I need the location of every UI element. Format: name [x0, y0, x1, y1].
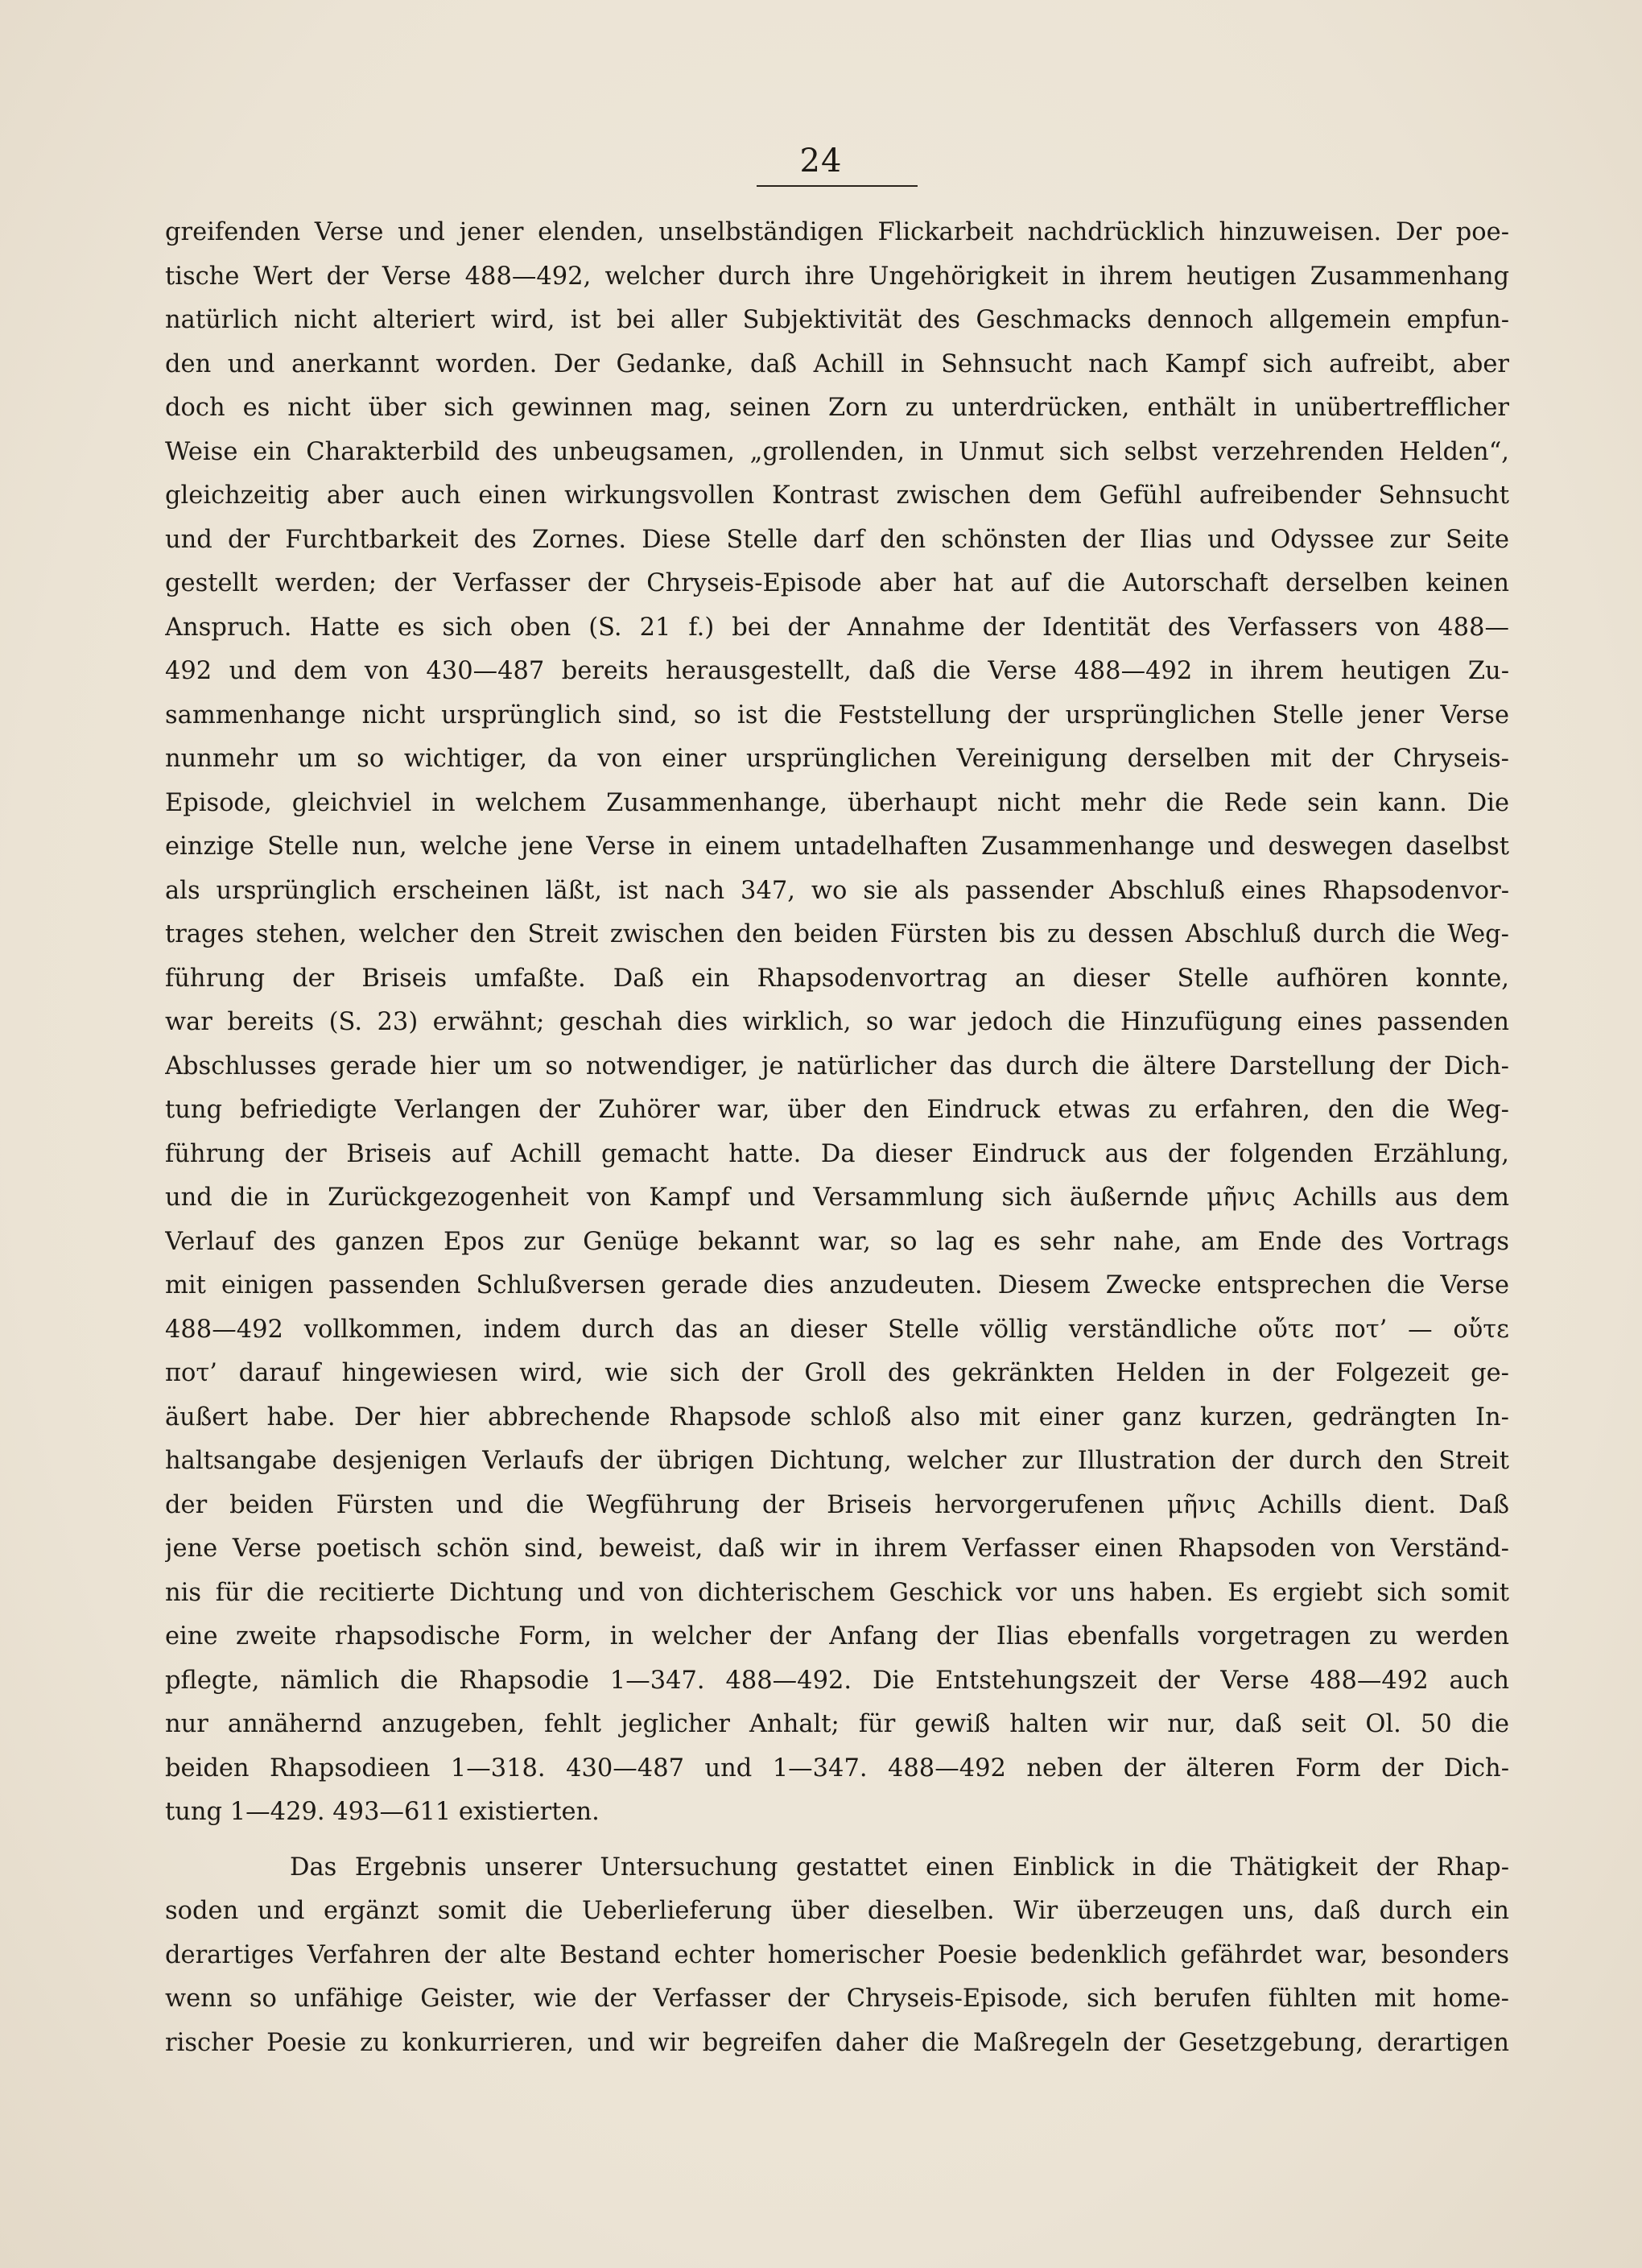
text-line: als ursprünglich erscheinen läßt, ist nach 347, wo sie als passender Abschluß eines Rhapsodenvor-	[165, 876, 1509, 905]
text-line: den und anerkannt worden. Der Gedanke, daß Achill in Sehnsucht nach Kampf sich aufreibt, aber	[165, 349, 1509, 378]
text-line: tische Wert der Verse 488—492, welcher durch ihre Ungehörigkeit in ihrem heutigen Zusammenhang	[165, 262, 1509, 291]
text-line: äußert habe. Der hier abbrechende Rhapsode schloß also mit einer ganz kurzen, gedrängten In-	[165, 1403, 1509, 1431]
text-line: greifenden Verse und jener elenden, unselbständigen Flickarbeit nachdrücklich hinzuweisen. Der poe-	[165, 218, 1509, 246]
header-rule	[757, 185, 918, 187]
text-line: jene Verse poetisch schön sind, beweist, daß wir in ihrem Verfasser einen Rhapsoden von Verständ-	[165, 1535, 1509, 1563]
text-line: ποτ’ darauf hingewiesen wird, wie sich der Groll des gekränkten Helden in der Folgezeit ge-	[165, 1359, 1509, 1387]
text-line: beiden Rhapsodieen 1—318. 430—487 und 1—347. 488—492 neben der älteren Form der Dich-	[165, 1754, 1509, 1783]
text-line: gestellt werden; der Verfasser der Chryseis-Episode aber hat auf die Autorschaft derselben keinen	[165, 569, 1509, 597]
text-line: soden und ergänzt somit die Ueberlieferung über dieselben. Wir überzeugen uns, daß durch ein	[165, 1897, 1509, 1925]
text-line: einzige Stelle nun, welche jene Verse in einem untadelhaften Zusammenhange und deswegen daselbst	[165, 832, 1509, 861]
text-line: führung der Briseis umfaßte. Daß ein Rhapsodenvortrag an dieser Stelle aufhören konnte,	[165, 964, 1509, 993]
paragraph-start-line: Das Ergebnis unserer Untersuchung gestattet einen Einblick in die Thätigkeit der Rhap-	[290, 1853, 1509, 1882]
text-line: sammenhange nicht ursprünglich sind, so ist die Feststellung der ursprünglichen Stelle jener Verse	[165, 700, 1509, 729]
text-line: Abschlusses gerade hier um so notwendiger, je natürlicher das durch die ältere Darstellung der Dich-	[165, 1051, 1509, 1080]
text-line: pflegte, nämlich die Rhapsodie 1—347. 488—492. Die Entstehungszeit der Verse 488—492 auch	[165, 1666, 1509, 1695]
text-line: natürlich nicht alteriert wird, ist bei aller Subjektivität des Geschmacks dennoch allgemein empfun-	[165, 306, 1509, 334]
text-line: tung befriedigte Verlangen der Zuhörer war, über den Eindruck etwas zu erfahren, den die Weg-	[165, 1096, 1509, 1124]
text-line: nur annähernd anzugeben, fehlt jeglicher Anhalt; für gewiß halten wir nur, daß seit Ol. 50 die	[165, 1710, 1509, 1738]
page-number: 24	[799, 143, 843, 180]
text-line: doch es nicht über sich gewinnen mag, seinen Zorn zu unterdrücken, enthält in unübertrefflicher	[165, 394, 1509, 422]
text-line: 492 und dem von 430—487 bereits herausgestellt, daß die Verse 488—492 in ihrem heutigen Zu-	[165, 657, 1509, 685]
text-line: Episode, gleichviel in welchem Zusammenhange, überhaupt nicht mehr die Rede sein kann. Die	[165, 788, 1509, 817]
text-line: nis für die recitierte Dichtung und von dichterischem Geschick vor uns haben. Es ergiebt sich somit	[165, 1578, 1509, 1607]
text-line: war bereits (S. 23) erwähnt; geschah dies wirklich, so war jedoch die Hinzufügung eines passenden	[165, 1008, 1509, 1036]
text-line: Weise ein Charakterbild des unbeugsamen, „grollenden, in Unmut sich selbst verzehrenden Helden“,	[165, 437, 1509, 466]
text-line: eine zweite rhapsodische Form, in welcher der Anfang der Ilias ebenfalls vorgetragen zu werden	[165, 1622, 1509, 1650]
text-line: nunmehr um so wichtiger, da von einer ursprünglichen Vereinigung derselben mit der Chryseis-	[165, 745, 1509, 773]
text-line: 488—492 vollkommen, indem durch das an dieser Stelle völlig verständliche οὔτε ποτ’ — οὔτε	[165, 1315, 1509, 1344]
text-line: haltsangabe desjenigen Verlaufs der übrigen Dichtung, welcher zur Illustration der durch den Streit	[165, 1447, 1509, 1475]
text-line: und die in Zurückgezogenheit von Kampf und Versammlung sich äußernde μῆνις Achills aus dem	[165, 1184, 1509, 1212]
text-line: derartiges Verfahren der alte Bestand echter homerischer Poesie bedenklich gefährdet war, besonders	[165, 1940, 1509, 1969]
body-text	[165, 211, 1509, 2065]
text-line: gleichzeitig aber auch einen wirkungsvollen Kontrast zwischen dem Gefühl aufreibender Sehnsucht	[165, 481, 1509, 510]
text-line: trages stehen, welcher den Streit zwischen den beiden Fürsten bis zu dessen Abschluß durch die Weg-	[165, 920, 1509, 948]
text-line: rischer Poesie zu konkurrieren, und wir begreifen daher die Maßregeln der Gesetzgebung, derartigen	[165, 2028, 1509, 2057]
text-line: und der Furchtbarkeit des Zornes. Diese Stelle darf den schönsten der Ilias und Odyssee zur Seite	[165, 525, 1509, 554]
text-line: mit einigen passenden Schlußversen gerade dies anzudeuten. Diesem Zwecke entsprechen die Verse	[165, 1271, 1509, 1299]
paragraph-gap	[165, 1835, 1509, 1846]
text-line: der beiden Fürsten und die Wegführung der Briseis hervorgerufenen μῆνις Achills dient. Daß	[165, 1490, 1509, 1519]
paragraph-end-line: tung 1—429. 493—611 existierten.	[165, 1798, 600, 1826]
text-line: wenn so unfähige Geister, wie der Verfasser der Chryseis-Episode, sich berufen fühlten mit home-	[165, 1985, 1509, 2013]
text-line: Verlauf des ganzen Epos zur Genüge bekannt war, so lag es sehr nahe, am Ende des Vortrags	[165, 1227, 1509, 1256]
text-line: Anspruch. Hatte es sich oben (S. 21 f.) bei der Annahme der Identität des Verfassers von 488—	[165, 613, 1509, 642]
text-line: führung der Briseis auf Achill gemacht hatte. Da dieser Eindruck aus der folgenden Erzählung,	[165, 1139, 1509, 1168]
